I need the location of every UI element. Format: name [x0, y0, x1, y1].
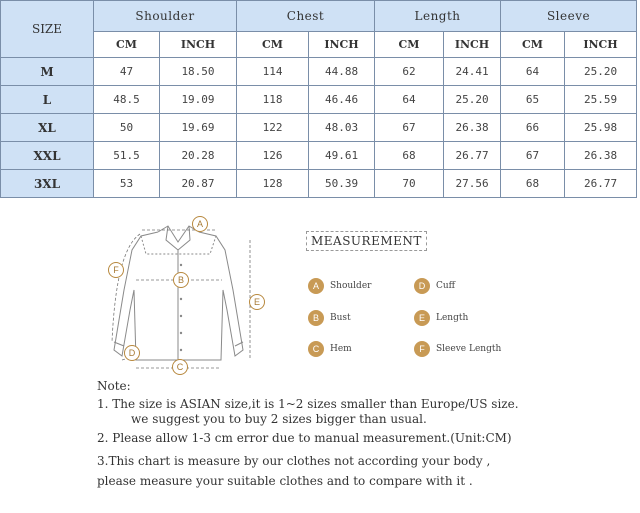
legend-item-sleeve-length	[414, 341, 501, 357]
table-cell: 25.20	[565, 58, 637, 86]
table-cell: 26.77	[565, 170, 637, 198]
unit-header: CM	[375, 32, 444, 58]
unit-header: INCH	[160, 32, 237, 58]
table-cell: 118	[237, 86, 309, 114]
table-cell: 46.46	[309, 86, 375, 114]
table-cell: 24.41	[444, 58, 501, 86]
table-cell: 70	[375, 170, 444, 198]
shoulder-group-header: Shoulder	[94, 1, 237, 32]
legend-item-length	[414, 310, 468, 326]
legend-badge: C	[308, 341, 324, 357]
legend-badge: B	[308, 310, 324, 326]
table-cell: 47	[94, 58, 160, 86]
unit-header: INCH	[309, 32, 375, 58]
table-cell: 26.77	[444, 142, 501, 170]
table-cell: 26.38	[565, 142, 637, 170]
legend-badge: E	[414, 310, 430, 326]
legend-label: Hem	[330, 344, 352, 354]
table-cell: 53	[94, 170, 160, 198]
legend-label: Cuff	[436, 281, 456, 291]
table-cell: 19.09	[160, 86, 237, 114]
legend-label: Shoulder	[330, 281, 372, 291]
table-cell: 50.39	[309, 170, 375, 198]
legend-badge: F	[414, 341, 430, 357]
table-cell: 126	[237, 142, 309, 170]
table-cell: 25.20	[444, 86, 501, 114]
table-cell: 122	[237, 114, 309, 142]
table-cell: 20.28	[160, 142, 237, 170]
chest-group-header: Chest	[237, 1, 375, 32]
table-cell: 62	[375, 58, 444, 86]
table-cell: 49.61	[309, 142, 375, 170]
table-cell: 66	[501, 114, 565, 142]
legend-item-bust	[308, 310, 351, 326]
length-group-header: Length	[375, 1, 501, 32]
table-cell: 26.38	[444, 114, 501, 142]
note-line-3: 3.This chart is measure by our clothes not according your body ,	[97, 454, 491, 468]
size-label: XL	[1, 114, 94, 142]
table-cell: 65	[501, 86, 565, 114]
size-chart-table	[0, 0, 637, 198]
size-label: 3XL	[1, 170, 94, 198]
shirt-measurement-diagram	[96, 210, 286, 385]
table-row	[1, 58, 637, 86]
legend-item-cuff	[414, 278, 455, 294]
table-cell: 67	[375, 114, 444, 142]
sleeve-group-header: Sleeve	[501, 1, 637, 32]
table-cell: 64	[375, 86, 444, 114]
marker-c-badge: C	[172, 359, 188, 375]
table-row	[1, 114, 637, 142]
table-cell: 64	[501, 58, 565, 86]
table-cell: 20.87	[160, 170, 237, 198]
table-cell: 18.50	[160, 58, 237, 86]
table-cell: 48.5	[94, 86, 160, 114]
notes-heading: Note:	[97, 379, 131, 393]
table-cell: 51.5	[94, 142, 160, 170]
marker-e-badge: E	[249, 294, 265, 310]
marker-b-badge: B	[173, 272, 189, 288]
legend-label: Sleeve Length	[436, 344, 502, 354]
legend-label: Bust	[330, 313, 351, 323]
table-cell: 50	[94, 114, 160, 142]
table-cell: 128	[237, 170, 309, 198]
unit-header: CM	[94, 32, 160, 58]
table-row	[1, 86, 637, 114]
legend-badge: A	[308, 278, 324, 294]
table-row	[1, 142, 637, 170]
note-line-4: please measure your suitable clothes and to compare with it .	[97, 474, 473, 488]
note-line-1: 1. The size is ASIAN size,it is 1~2 sizes smaller than Europe/US size.	[97, 397, 519, 411]
table-cell: 114	[237, 58, 309, 86]
unit-header: CM	[237, 32, 309, 58]
table-cell: 19.69	[160, 114, 237, 142]
table-cell: 25.98	[565, 114, 637, 142]
unit-header: CM	[501, 32, 565, 58]
table-cell: 27.56	[444, 170, 501, 198]
legend-badge: D	[414, 278, 430, 294]
size-label: XXL	[1, 142, 94, 170]
marker-f-badge: F	[108, 262, 124, 278]
unit-header: INCH	[444, 32, 501, 58]
measurement-legend-title: MEASUREMENT	[306, 231, 427, 251]
legend-label: Length	[436, 313, 469, 323]
note-line-1b: we suggest you to buy 2 sizes bigger than usual.	[131, 412, 427, 426]
table-cell: 25.59	[565, 86, 637, 114]
legend-item-shoulder	[308, 278, 371, 294]
table-cell: 44.88	[309, 58, 375, 86]
unit-header: INCH	[565, 32, 637, 58]
size-column-header: SIZE	[1, 1, 94, 58]
table-cell: 67	[501, 142, 565, 170]
size-label: L	[1, 86, 94, 114]
table-cell: 48.03	[309, 114, 375, 142]
table-cell: 68	[501, 170, 565, 198]
note-line-2: 2. Please allow 1-3 cm error due to manual measurement.(Unit:CM)	[97, 431, 512, 445]
size-label: M	[1, 58, 94, 86]
marker-a-badge: A	[192, 216, 208, 232]
legend-item-hem	[308, 341, 352, 357]
table-row	[1, 170, 637, 198]
marker-d-badge: D	[124, 345, 140, 361]
table-cell: 68	[375, 142, 444, 170]
